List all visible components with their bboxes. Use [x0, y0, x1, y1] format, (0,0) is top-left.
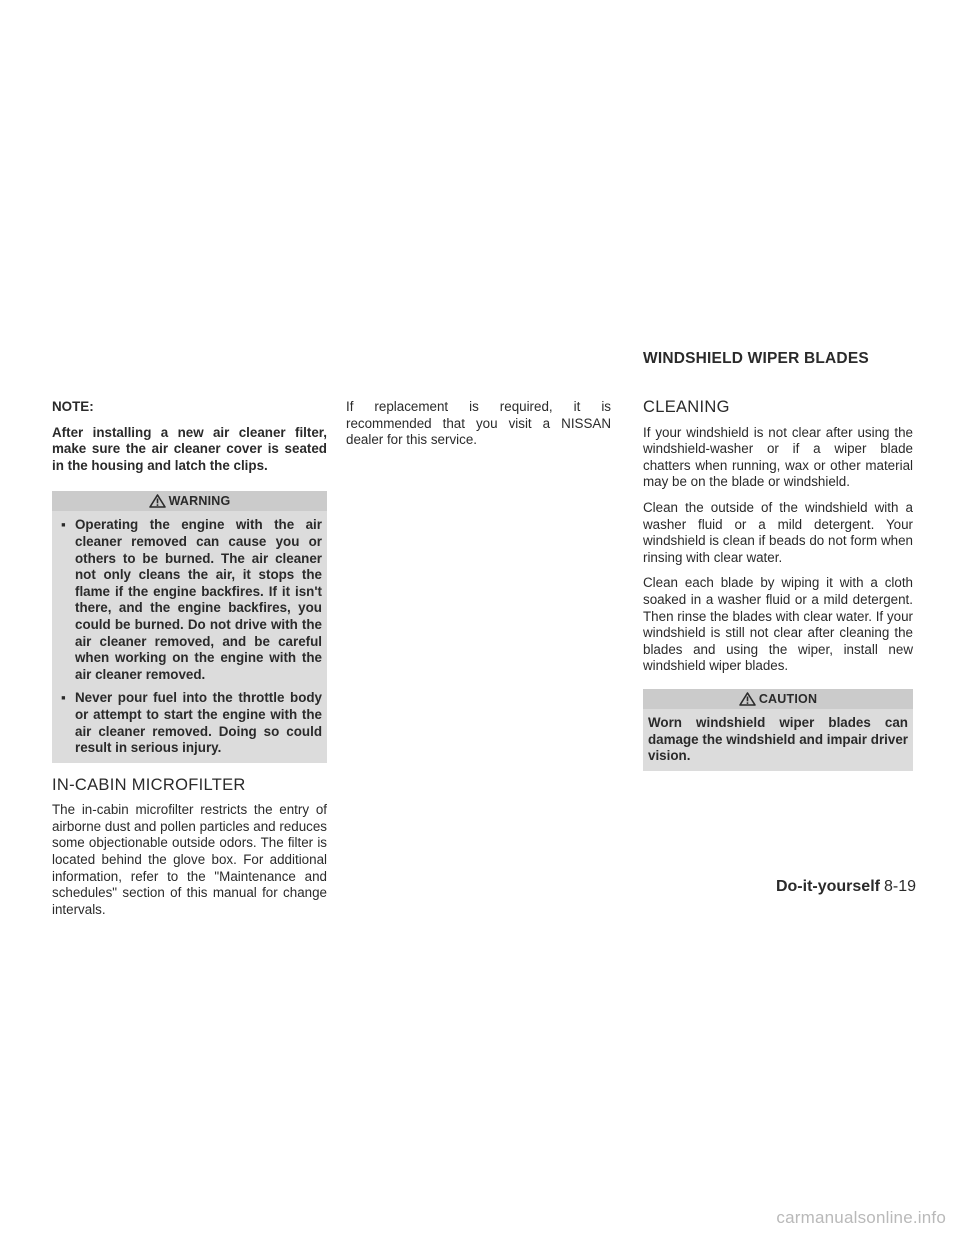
- middle-column: [346, 399, 611, 458]
- note-label: NOTE:: [52, 399, 94, 414]
- warning-body: [52, 511, 327, 762]
- right-column: [643, 399, 913, 785]
- caution-title: CAUTION: [758, 691, 818, 706]
- page-number: 8-19: [883, 878, 916, 895]
- warning-triangle-icon: [149, 494, 166, 508]
- bullet-marker: ▪: [61, 690, 66, 706]
- warning-header: [52, 491, 327, 511]
- cleaning-heading: CLEANING: [643, 398, 730, 416]
- caution-header: [643, 689, 913, 709]
- replacement-text: If replacement is required, it is recommended that you visit a NISSAN dealer for this service.: [346, 399, 611, 448]
- microfilter-text: The in-cabin microfilter restricts the entry of airborne dust and pollen particles and reduces some objectionable outside odors. The filter is located behind the glove box. For additional information, refer to the "Maintenance and schedules" section of this manual for change intervals.: [52, 802, 327, 917]
- watermark: carmanualsonline.info: [776, 1208, 946, 1227]
- caution-text: Worn windshield wiper blades can damage the windshield and impair driver vision.: [648, 714, 908, 764]
- warning-box: [52, 491, 327, 762]
- page-footer: [776, 878, 916, 896]
- bullet-marker: ▪: [61, 517, 66, 533]
- cleaning-paragraph: Clean each blade by wiping it with a cloth soaked in a washer fluid or a mild detergent. Then rinse the blades with clear water. If your windshield is still not clear after cleaning the blades and using the wiper, install new windshield wiper blades.: [643, 575, 913, 674]
- warning-title: WARNING: [168, 494, 231, 509]
- section-title: WINDSHIELD WIPER BLADES: [643, 350, 869, 367]
- caution-box: [643, 689, 913, 771]
- warning-bullet: [57, 517, 322, 683]
- cleaning-paragraph: If your windshield is not clear after using the windshield-washer or if a wiper blade chatters when running, wax or other material may be on the blade or windshield.: [643, 424, 913, 490]
- left-column: [52, 399, 327, 927]
- warning-triangle-icon: [739, 692, 756, 706]
- warning-bullet-text: Operating the engine with the air cleaner removed can cause you or others to be burned. The air cleaner not only cleans the air, it stops the flame if the engine backfires. If it isn't there, and the engine backfires, you could be burned. Do not drive with the air cleaner removed, and be careful when working on the engine with the air cleaner removed.: [75, 517, 322, 682]
- cleaning-paragraph: Clean the outside of the windshield with a washer fluid or a mild detergent. Your windshield is clean if beads do not form when rinsing with clear water.: [643, 499, 913, 565]
- note-body: After installing a new air cleaner filter, make sure the air cleaner cover is seated in the housing and latch the clips.: [52, 424, 327, 473]
- footer-section: Do-it-yourself: [775, 878, 880, 895]
- microfilter-heading: IN-CABIN MICROFILTER: [52, 775, 246, 794]
- warning-bullet-text: Never pour fuel into the throttle body or attempt to start the engine with the air cleaner removed. Doing so could result in serious injury.: [75, 690, 322, 756]
- warning-bullet: [57, 690, 322, 756]
